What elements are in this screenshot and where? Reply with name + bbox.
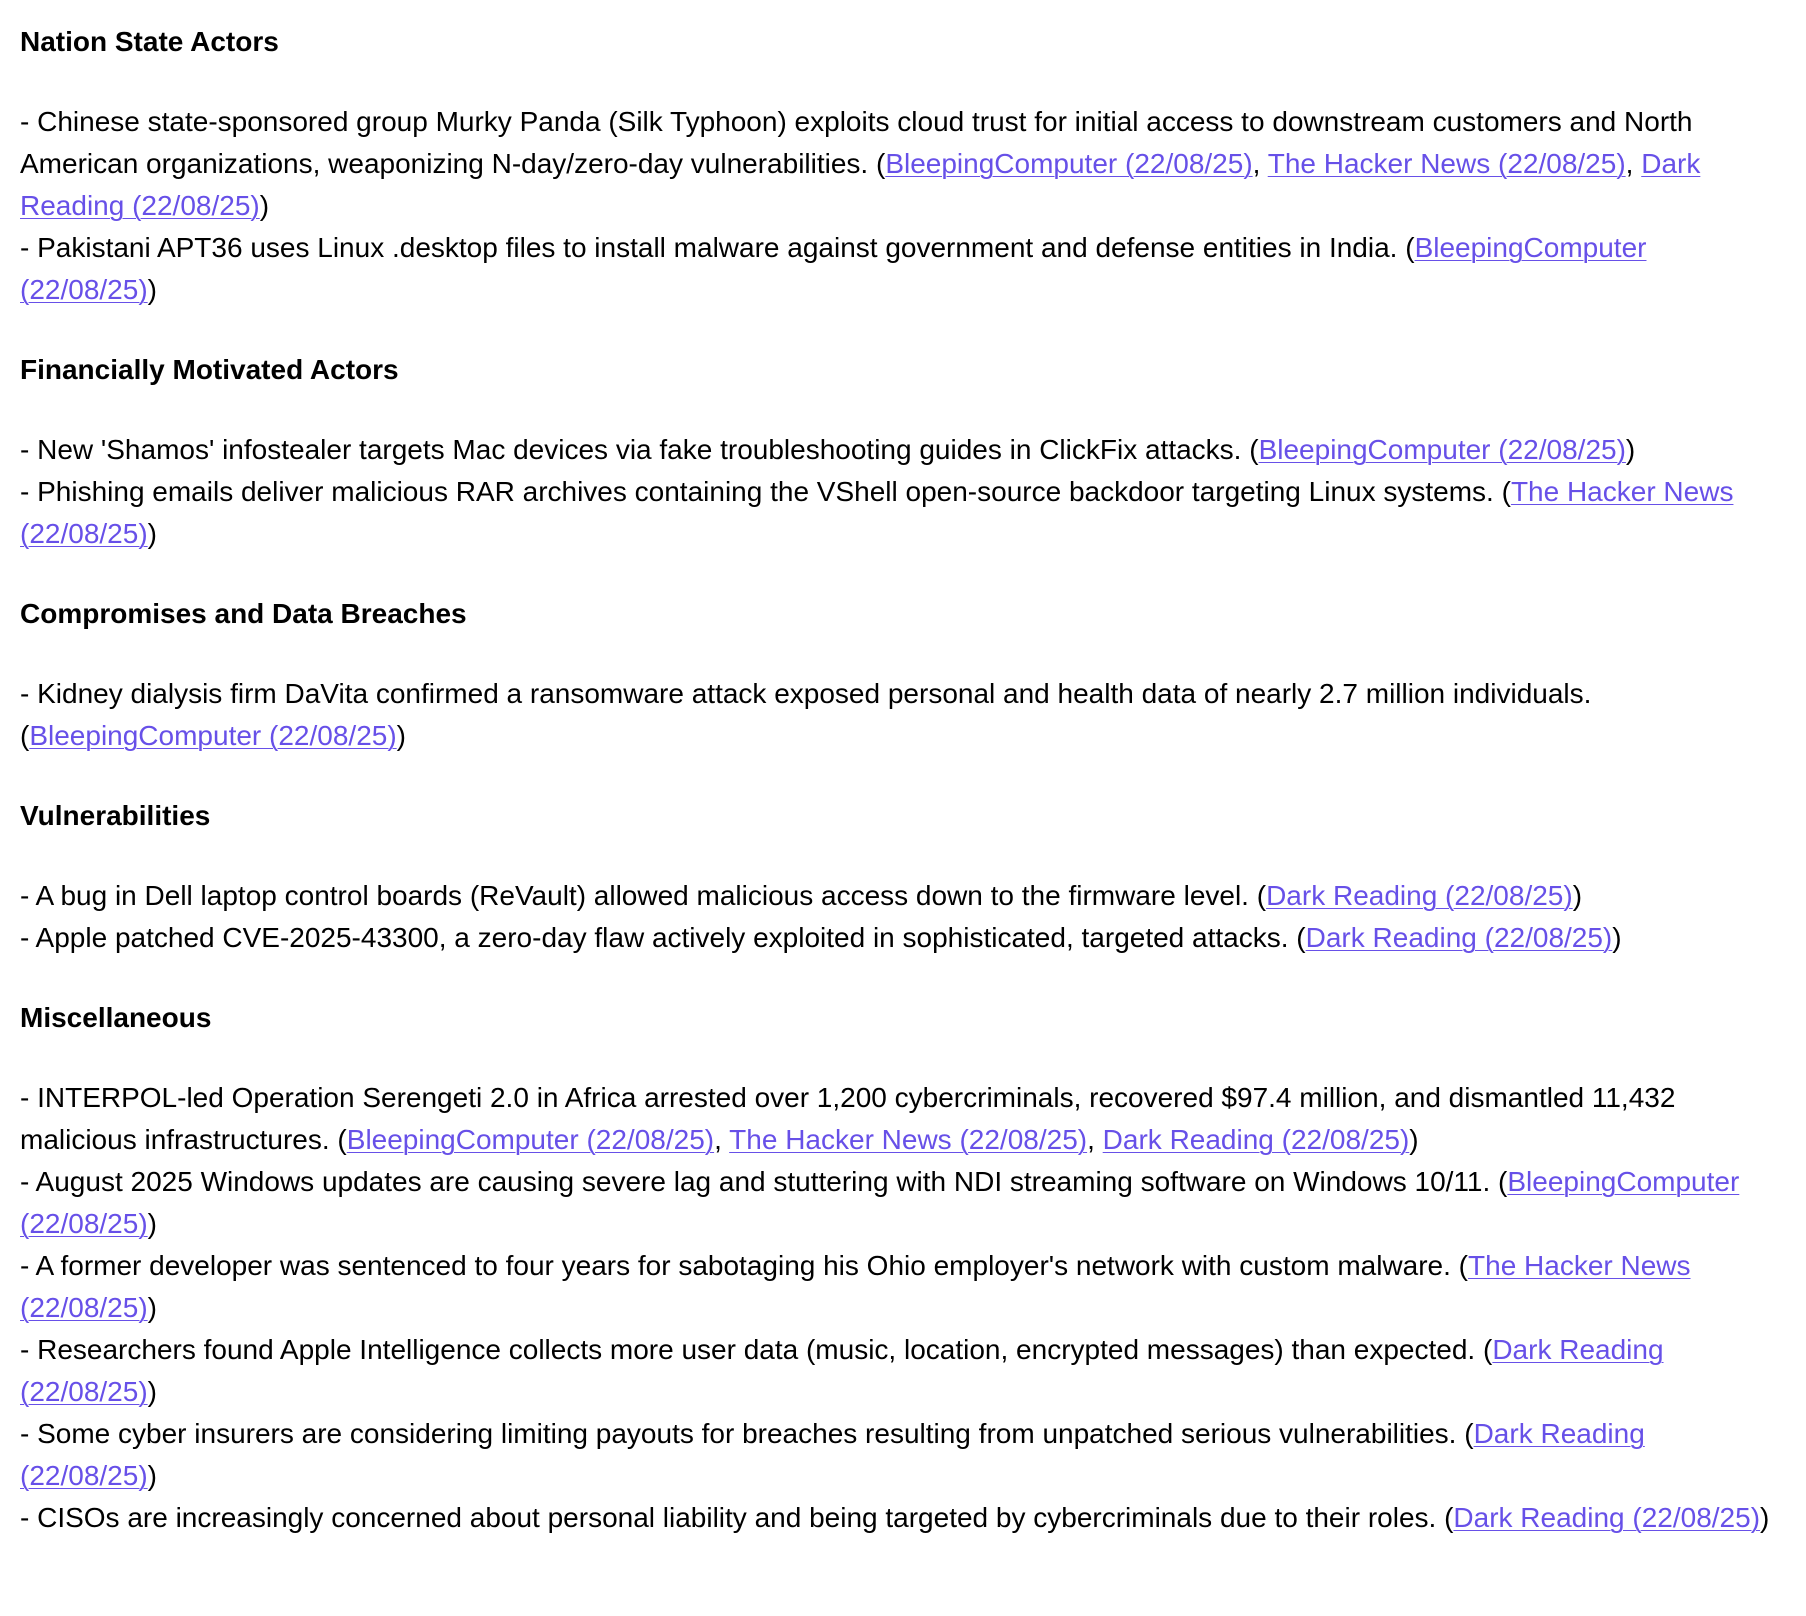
news-item: - A former developer was sentenced to four years for sabotaging his Ohio employer's network with custom malware. (The Hacker News (22/08/25))	[20, 1250, 1691, 1323]
news-item: - INTERPOL-led Operation Serengeti 2.0 in Africa arrested over 1,200 cybercriminals, recovered $97.4 million, and dismantled 11,432 malicious infrastructures. (BleepingComputer (22/08/25), The Hacker News (22/08/25), Dark Reading (22/08/25))	[20, 1082, 1676, 1155]
news-item-text: - A former developer was sentenced to four years for sabotaging his Ohio employer's network with custom malware.	[20, 1250, 1451, 1281]
news-item-text: - Some cyber insurers are considering limiting payouts for breaches resulting from unpatched serious vulnerabilities.	[20, 1418, 1457, 1449]
news-item: - A bug in Dell laptop control boards (ReVault) allowed malicious access down to the firmware level. (Dark Reading (22/08/25))	[20, 880, 1583, 911]
section-heading: Nation State Actors	[20, 26, 279, 57]
news-item-text: - Phishing emails deliver malicious RAR archives containing the VShell open-source backdoor targeting Linux systems.	[20, 476, 1494, 507]
section	[20, 593, 1786, 757]
news-item-text: - Researchers found Apple Intelligence collects more user data (music, location, encrypted messages) than expected.	[20, 1334, 1476, 1365]
news-item: - Some cyber insurers are considering limiting payouts for breaches resulting from unpatched serious vulnerabilities. (Dark Reading (22/08/25))	[20, 1418, 1645, 1491]
section-heading: Miscellaneous	[20, 1002, 212, 1033]
section-heading: Compromises and Data Breaches	[20, 598, 467, 629]
source-link[interactable]: The Hacker News (22/08/25)	[729, 1124, 1088, 1155]
section	[20, 21, 1786, 311]
news-item: - Phishing emails deliver malicious RAR archives containing the VShell open-source backdoor targeting Linux systems. (The Hacker News (22/08/25))	[20, 476, 1734, 549]
news-item-text: - Chinese state-sponsored group Murky Panda (Silk Typhoon) exploits cloud trust for initial access to downstream customers and North American organizations, weaponizing N-day/zero-day vulnerabilities.	[20, 106, 1693, 179]
news-item-text: - Pakistani APT36 uses Linux .desktop files to install malware against government and defense entities in India.	[20, 232, 1398, 263]
source-link[interactable]: BleepingComputer (22/08/25)	[29, 720, 397, 751]
source-link[interactable]: BleepingComputer (22/08/25)	[20, 232, 1647, 305]
news-item: - New 'Shamos' infostealer targets Mac devices via fake troubleshooting guides in ClickFix attacks. (BleepingComputer (22/08/25))	[20, 434, 1636, 465]
section	[20, 997, 1786, 1539]
news-item-text: - New 'Shamos' infostealer targets Mac devices via fake troubleshooting guides in ClickFix attacks.	[20, 434, 1242, 465]
source-link[interactable]: Dark Reading (22/08/25)	[1453, 1502, 1761, 1533]
news-item: - Researchers found Apple Intelligence collects more user data (music, location, encrypted messages) than expected. (Dark Reading (22/08/25))	[20, 1334, 1664, 1407]
source-link[interactable]: The Hacker News (22/08/25)	[1267, 148, 1626, 179]
source-link[interactable]: Dark Reading (22/08/25)	[1102, 1124, 1410, 1155]
source-link[interactable]: BleepingComputer (22/08/25)	[20, 1166, 1740, 1239]
source-link[interactable]: Dark Reading (22/08/25)	[20, 1334, 1664, 1407]
source-link[interactable]: Dark Reading (22/08/25)	[20, 1418, 1645, 1491]
news-item: - Kidney dialysis firm DaVita confirmed a ransomware attack exposed personal and health data of nearly 2.7 million individuals. (BleepingComputer (22/08/25))	[20, 678, 1592, 751]
news-item-text: - August 2025 Windows updates are causing severe lag and stuttering with NDI streaming software on Windows 10/11.	[20, 1166, 1491, 1197]
section-heading: Vulnerabilities	[20, 800, 211, 831]
source-link[interactable]: Dark Reading (22/08/25)	[1266, 880, 1573, 911]
source-link[interactable]: BleepingComputer (22/08/25)	[1258, 434, 1626, 465]
news-item-text: - Kidney dialysis firm DaVita confirmed a ransomware attack exposed personal and health data of nearly 2.7 million individuals.	[20, 678, 1592, 709]
source-link[interactable]: Dark Reading (22/08/25)	[1305, 922, 1613, 953]
source-link[interactable]: BleepingComputer (22/08/25)	[885, 148, 1253, 179]
news-item: - August 2025 Windows updates are causing severe lag and stuttering with NDI streaming software on Windows 10/11. (BleepingComputer (22/08/25))	[20, 1166, 1740, 1239]
news-item: - CISOs are increasingly concerned about personal liability and being targeted by cybercriminals due to their roles. (Dark Reading (22/08/25))	[20, 1502, 1770, 1533]
news-item: - Apple patched CVE-2025-43300, a zero-day flaw actively exploited in sophisticated, targeted attacks. (Dark Reading (22/08/25))	[20, 922, 1622, 953]
source-link[interactable]: BleepingComputer (22/08/25)	[346, 1124, 715, 1155]
source-link[interactable]: The Hacker News (22/08/25)	[20, 476, 1734, 549]
section-heading: Financially Motivated Actors	[20, 354, 399, 385]
news-item-text: - INTERPOL-led Operation Serengeti 2.0 in Africa arrested over 1,200 cybercriminals, recovered $97.4 million, and dismantled 11,432 malicious infrastructures.	[20, 1082, 1676, 1155]
news-item-text: - A bug in Dell laptop control boards (ReVault) allowed malicious access down to the firmware level.	[20, 880, 1249, 911]
section	[20, 349, 1786, 555]
news-item-text: - CISOs are increasingly concerned about personal liability and being targeted by cybercriminals due to their roles.	[20, 1502, 1437, 1533]
news-item-text: - Apple patched CVE-2025-43300, a zero-day flaw actively exploited in sophisticated, targeted attacks.	[20, 922, 1289, 953]
news-item: - Chinese state-sponsored group Murky Panda (Silk Typhoon) exploits cloud trust for initial access to downstream customers and North American organizations, weaponizing N-day/zero-day vulnerabilities. (BleepingComputer (22/08/25), The Hacker News (22/08/25), Dark Reading (22/08/25))	[20, 106, 1701, 221]
source-link[interactable]: Dark Reading (22/08/25)	[20, 148, 1701, 221]
news-item: - Pakistani APT36 uses Linux .desktop files to install malware against government and defense entities in India. (BleepingComputer (22/08/25))	[20, 232, 1647, 305]
section	[20, 795, 1786, 959]
source-link[interactable]: The Hacker News (22/08/25)	[20, 1250, 1691, 1323]
